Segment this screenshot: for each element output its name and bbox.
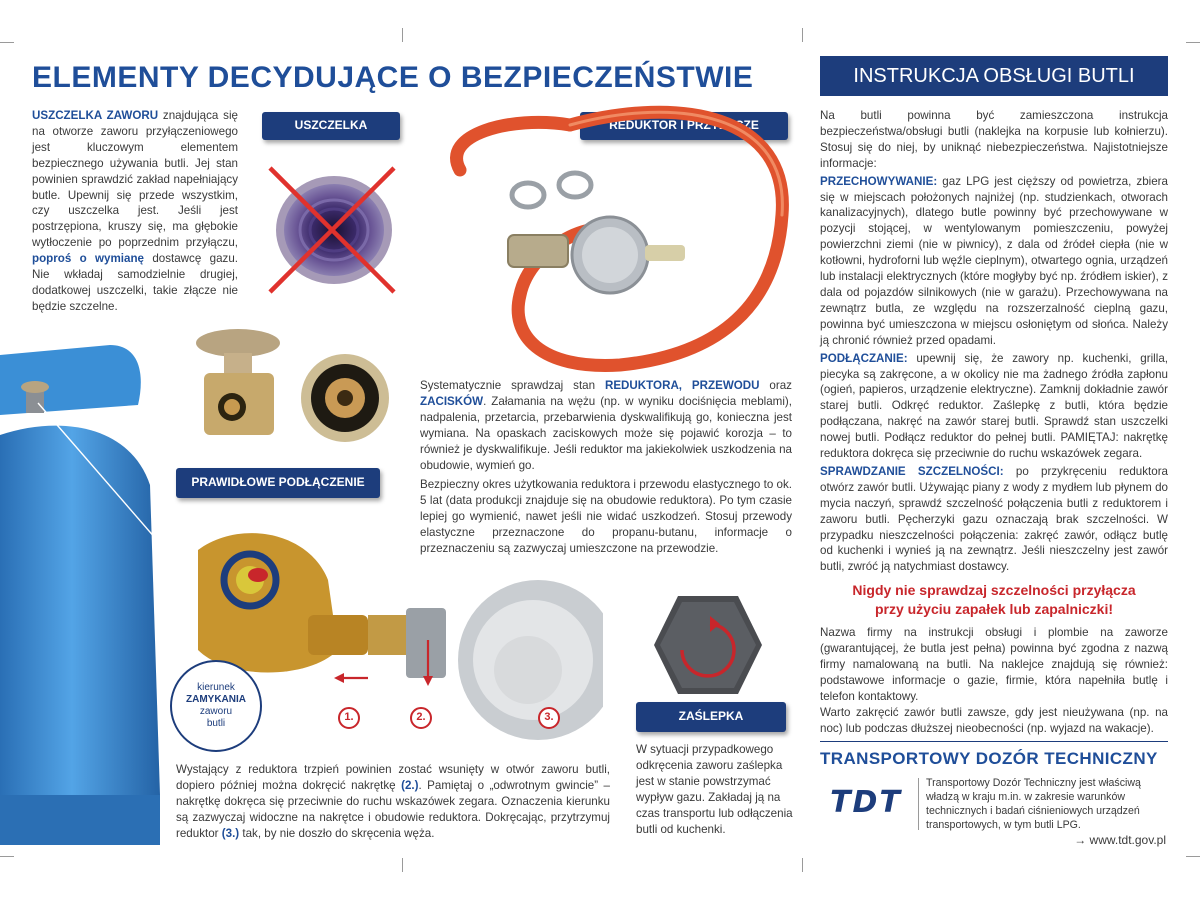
regulator-paragraph-2: Bezpieczny okres użytkowania reduktora i przewodu elastycznego to ok. 5 lat (data produkcji znajduje się na obudowie reduktora). Po tym czasie lepiej go wymienić, nawet jeśli nie widać uszkodzeń. Stosuj przewody elastyczne przeznaczone do propanu-butanu, informacje o przeznaczeniu są zazwyczaj umieszczone na przewodzie. — [420, 478, 792, 556]
step-2: 2. — [410, 707, 432, 729]
connect-section: PODŁĄCZANIE: upewnij się, że zawory np. kuchenki, grilla, piecyka są zakręcone, a w okolicy nie ma żadnego źródła zapłonu (ogień, papieros, urządzenie elektryczne). Zamknij dokładnie zawór starej butli. Odkręć reduktor. Zaślepkę z butli, która będzie podłączana, nakręć na zawór starej butli. Sprawdź stan uszczelki nowej butli. Podłącz reduktor do pełnej butli. PAMIĘTAJ: nakrętkę reduktora dokręca się przeciwnie do ruchu wskazówek zegara. — [820, 351, 1168, 461]
label-reduktor: REDUKTOR I PRZYŁĄCZE — [580, 112, 788, 140]
warning-text: Nigdy nie sprawdzaj szczelności przyłącza przy użyciu zapałek lub zapalniczki! — [852, 582, 1136, 618]
label-zaslepka: ZAŚLEPKA — [636, 702, 786, 732]
label-podlaczenie: PRAWIDŁOWE PODŁĄCZENIE — [176, 468, 380, 498]
cap-description-text: W sytuacji przypadkowego odkręcenia zaworu zaślepka jest w stanie powstrzymać wypływ gazu. Zakładaj ją na czas transportu lub odłączenia butli od kuchenki. — [636, 743, 793, 836]
closing-direction-callout: kierunek ZAMYKANIA zaworu butli — [170, 660, 262, 752]
tdt-logo-icon: TDT — [830, 785, 902, 821]
valve-front-image — [295, 350, 395, 445]
label-uszczelka: USZCZELKA — [262, 112, 400, 140]
hose-regulator-image — [420, 95, 800, 390]
regulator-text — [420, 378, 792, 557]
connection-instructions-text: Wystający z reduktora trzpień powinien zostać wsunięty w otwór zaworu butli, dopiero później można dokręcić nakrętkę (2.). Pamiętaj o „odwrotnym gwincie” – nakrętkę dokręca się przeciwnie do ruchu wskazówek zegara. Oznaczenia kierunku są zazwyczaj widoczne na nakrętce i obudowie reduktora. Dokręcając, przytrzymuj reduktor (3.) tak, by nie doszło do skręcenia węża. — [176, 763, 610, 840]
step-1: 1. — [338, 707, 360, 729]
cap-image — [650, 590, 765, 700]
gasket-intro-text: USZCZELKA ZAWORU znajdująca się na otworze zaworu przyłączeniowego jest kluczowym elementem bezpiecznego używania butli. Jej stan powinien sprawdzić zakład napełniający butle. Upewnij się przede wszystkim, czy uszczelka jest. Jeśli jest postrzępiona, kruszy się, ma głębokie wytłoczenie po poprzednim przyłączu, poproś o wymianę dostawcę gazu. Nie wkładaj samodzielnie drugiej, dodatkowej uszczelki, takie złącze nie będzie szczelne. — [32, 109, 238, 313]
tdt-website-link[interactable]: → www.tdt.gov.pl — [1074, 833, 1166, 847]
instructions-intro: Na butli powinna być zamieszczona instrukcja bezpieczeństwa/obsługi butli (naklejka na korpusie lub kołnierzu). Stosuj się do niej, by uniknąć niebezpieczeństwa. Najistotniejsze informacje: — [820, 109, 1168, 170]
close-valve-text: Warto zakręcić zawór butli zawsze, gdy jest nieużywana (np. na noc) lub podczas dłuższej nieobecności (np. wyjazd na wakacje). — [820, 705, 1168, 735]
right-title-bar: INSTRUKCJA OBSŁUGI BUTLI — [820, 56, 1168, 96]
gasket-lead: USZCZELKA ZAWORU — [32, 109, 159, 122]
instructions-column — [820, 108, 1168, 737]
company-name-text: Nazwa firmy na instrukcji obsługi i plombie na zaworze (gwarantującej, że butla jest pełna) powinna być zgodna z nazwą firmy namalowaną na butli. Na naklejce znajdują się również: podstawowe informacje o gazie, firmie, która napełniła butlę i telefon kontaktowy. — [820, 626, 1168, 703]
leak-section: SPRAWDZANIE SZCZELNOŚCI: po przykręceniu reduktora otwórz zawór butli. Używając piany z wody z mydłem lub płynem do mycia naczyń, sprawdź szczelność połączenia butli z reduktorem i zaworu butli. Pęcherzyki gazu oznaczają brak szczelności. W przypadku nieszczelności połączenia: zakręć zawór, odłącz butlę od kuchenki i wynieś ją na zewnątrz. Jeśli nieszczelny jest zawór butli, zwróć ją natychmiast dostawcy. — [820, 464, 1169, 574]
page-title: ELEMENTY DECYDUJĄCE O BEZPIECZEŃSTWIE — [32, 61, 754, 94]
storage-section: PRZECHOWYWANIE: gaz LPG jest cięższy od powietrza, zbiera się w miejscach położonych najniżej (np. studzienkach, otworach kanalizacyjnych), dlatego butle powinny być przechowywane w pozycji stojącej, w wentylowanym pomieszczeniu, powyżej powierzchni ziemi (nie w piwnicy), z dala od źródeł ciepła (nie w kotłowni, hydroforni lub węźle cieplnym), otwartego ognia, urządzeń lub instalacji elektrycznych (które mogłyby być np. źródłem iskier), z dala od pojazdów silnikowych (nie w garażu). Przechowywana na zewnątrz butla, ze względu na rozszerzalność cieplną gazu, powinna być umieszczona w miejscu osłoniętym od słońca. Należy ją chronić również przed opadami. — [820, 174, 1168, 347]
tdt-description: Transportowy Dozór Techniczny jest właściwą władzą w kraju m.in. w zakresie warunków technicznych i badań ciśnieniowych urządzeń transportowych, w tym butli LPG. — [926, 777, 1141, 831]
replace-emphasis: poproś o wymianę — [32, 252, 144, 266]
divider — [820, 741, 1168, 742]
tdt-title: TRANSPORTOWY DOZÓR TECHNICZNY — [820, 749, 1158, 768]
gasket-image — [262, 160, 402, 300]
regulator-paragraph-1: Systematycznie sprawdzaj stan REDUKTORA, PRZEWODU oraz ZACISKÓW. Załamania na wężu (np. w wyniku dociśnięcia meblami), nadpalenia, przetarcia, przebarwienia dyskwalifikują go, konieczna jest wymiana. Na opaskach zaciskowych może się pojawić korozja – to również je dyskwalifikuje. Jeśli reduktor ma jakiekolwiek uszkodzenia na obudowie, wymień go. — [420, 379, 792, 472]
step-3: 3. — [538, 707, 560, 729]
tdt-logo-divider — [918, 778, 919, 830]
